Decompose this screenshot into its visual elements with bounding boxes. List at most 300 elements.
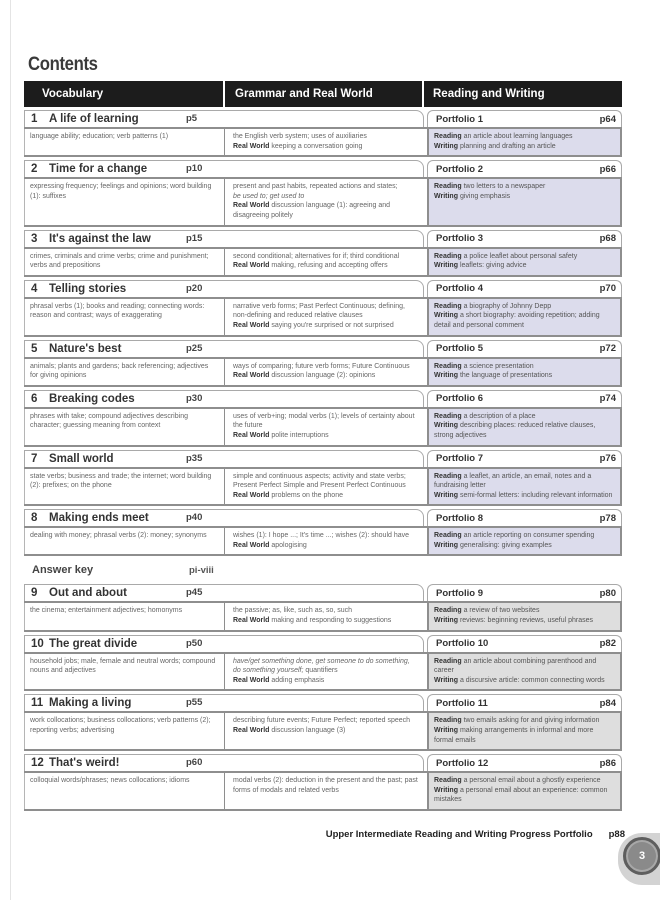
grammar-text: simple and continuous aspects; activity and state verbs; Present Perfect Simple and Present Perfect Continuous	[233, 472, 406, 490]
portfolio-label: Portfolio 3	[436, 233, 483, 245]
real-world-label: Real World	[233, 727, 270, 735]
answer-key-row[interactable]	[24, 559, 622, 581]
grammar-cell	[225, 528, 424, 554]
reading-text: a biography of Johnny Depp	[463, 302, 552, 310]
unit-body	[24, 407, 622, 447]
real-world-label: Real World	[233, 321, 270, 329]
unit-title-tab[interactable]	[24, 390, 424, 407]
writing-label: Writing	[434, 617, 458, 625]
unit-body	[24, 601, 622, 631]
unit-header	[24, 340, 622, 357]
unit-number: 10	[31, 637, 44, 650]
unit-page: p5	[186, 113, 198, 124]
portfolio-page: p70	[599, 283, 616, 295]
writing-label: Writing	[434, 676, 458, 684]
page-edge	[10, 0, 11, 900]
writing-text: a personal email about an experience: common mistakes	[434, 786, 608, 804]
reading-text: two emails asking for and giving information	[463, 717, 600, 725]
unit-title: A life of learning	[49, 113, 139, 125]
grammar-cell	[225, 129, 424, 155]
reading-label: Reading	[434, 133, 462, 140]
unit-header	[24, 160, 622, 177]
unit-page: p10	[186, 163, 203, 175]
portfolio-label: Portfolio 2	[436, 163, 483, 175]
reading-line	[434, 776, 614, 786]
writing-line	[434, 261, 614, 271]
grammar-text: discussion language (2): opinions	[269, 372, 376, 380]
grammar-cell	[225, 249, 424, 275]
writing-line	[434, 421, 614, 440]
reading-line	[434, 182, 614, 192]
unit-page: p35	[186, 452, 203, 464]
portfolio-page: p84	[599, 697, 616, 709]
reading-text: a leaflet, an article, an email, notes and a fundraising letter	[434, 472, 592, 490]
grammar-line	[233, 616, 418, 626]
unit-row	[24, 450, 622, 507]
unit-title-tab[interactable]	[24, 230, 424, 247]
reading-line	[434, 716, 614, 726]
grammar-line	[233, 606, 418, 616]
reading-label: Reading	[434, 183, 462, 191]
portfolio-page: p82	[599, 638, 616, 650]
units-list	[24, 110, 622, 811]
grammar-line	[233, 412, 418, 431]
grammar-cell	[225, 299, 424, 335]
portfolio-tab[interactable]	[427, 450, 622, 467]
real-world-label: Real World	[233, 676, 270, 684]
grammar-text: uses of verb+ing; modal verbs (1); levels of certainty about the future	[233, 412, 415, 430]
writing-text: generalising: giving examples	[459, 541, 552, 549]
portfolio-page: p68	[599, 233, 616, 245]
grammar-italic: be used to; get used to	[233, 192, 305, 200]
unit-body	[24, 771, 622, 811]
portfolio-page: p78	[599, 512, 616, 524]
grammar-line	[233, 491, 418, 501]
unit-header	[24, 754, 622, 771]
unit-row	[24, 230, 622, 277]
unit-title-tab[interactable]	[24, 280, 424, 297]
reading-label: Reading	[434, 607, 462, 615]
portfolio-label: Portfolio 6	[436, 393, 483, 405]
unit-body	[24, 127, 622, 157]
grammar-line	[233, 201, 418, 220]
table-header	[24, 81, 622, 107]
grammar-text: second conditional; alternatives for if; third conditional	[233, 252, 400, 260]
portfolio-label: Portfolio 9	[436, 587, 483, 599]
grammar-text: making and responding to suggestions	[269, 617, 392, 625]
unit-row	[24, 390, 622, 447]
reading-writing-cell	[427, 359, 622, 385]
unit-row	[24, 635, 622, 692]
portfolio-label: Portfolio 5	[436, 343, 483, 355]
contents-table	[24, 81, 622, 811]
writing-line	[434, 491, 614, 501]
writing-text: the language of presentations	[459, 372, 553, 380]
grammar-text: apologising	[269, 541, 307, 549]
vocabulary-cell: phrases with take; compound adjectives describing character; guessing meaning from context	[24, 409, 225, 445]
writing-text: semi-formal letters: including relevant information	[459, 491, 613, 499]
portfolio-label: Portfolio 11	[436, 697, 488, 709]
unit-header	[24, 280, 622, 297]
reading-writing-cell	[427, 713, 622, 749]
unit-header	[24, 694, 622, 711]
vocabulary-cell: work collocations; business collocations; verb patterns (2); reporting verbs; advertising	[24, 713, 225, 749]
column-header-reading-writing: Reading and Writing	[433, 88, 545, 100]
reading-label: Reading	[434, 532, 462, 540]
real-world-label: Real World	[233, 372, 270, 380]
portfolio-tab[interactable]	[427, 694, 622, 711]
portfolio-label: Portfolio 7	[436, 453, 483, 464]
portfolio-tab[interactable]	[427, 390, 622, 407]
grammar-line	[233, 531, 418, 541]
grammar-line	[233, 132, 418, 142]
reading-writing-cell	[427, 773, 622, 809]
reading-line	[434, 302, 614, 312]
grammar-text: discussion language (3)	[269, 727, 346, 735]
reading-writing-cell	[427, 299, 622, 335]
reading-text: an article reporting on consumer spending	[463, 532, 595, 540]
unit-title-tab[interactable]	[24, 754, 424, 771]
grammar-text: the English verb system; uses of auxiliaries	[233, 133, 367, 140]
grammar-line	[233, 657, 418, 676]
vocabulary-cell: expressing frequency; feelings and opinions; word building (1): suffixes	[24, 179, 225, 224]
grammar-line	[233, 302, 418, 321]
grammar-line	[233, 371, 418, 381]
reading-line	[434, 531, 614, 541]
real-world-label: Real World	[233, 617, 270, 625]
portfolio-tab[interactable]	[427, 110, 622, 127]
writing-text: reviews: beginning reviews, useful phrases	[459, 617, 594, 625]
reading-text: a review of two websites	[463, 607, 540, 615]
vocabulary-cell: animals; plants and gardens; back referencing; adjectives for giving opinions	[24, 359, 225, 385]
portfolio-label: Portfolio 4	[436, 283, 483, 295]
grammar-text: modal verbs (2): deduction in the present and the past; past forms of modals and related verbs	[233, 777, 418, 794]
grammar-line	[233, 192, 418, 202]
grammar-text: problems on the phone	[269, 491, 343, 499]
unit-page: p45	[186, 587, 203, 599]
unit-title: Time for a change	[49, 163, 148, 176]
vocabulary-cell: phrasal verbs (1); books and reading; connecting words: reason and contrast; ways of exaggerating	[24, 299, 225, 335]
grammar-text: the passive; as, like, such as, so, such	[233, 607, 353, 615]
unit-number: 11	[31, 697, 44, 710]
writing-label: Writing	[434, 142, 458, 150]
grammar-text: keeping a conversation going	[269, 142, 363, 150]
writing-line	[434, 726, 614, 745]
writing-line	[434, 541, 614, 551]
reading-line	[434, 412, 614, 422]
reading-writing-cell	[427, 654, 622, 690]
portfolio-label: Portfolio 1	[436, 113, 483, 125]
portfolio-tab[interactable]	[427, 754, 622, 771]
grammar-text: quantifiers	[303, 667, 338, 675]
unit-page: p60	[186, 757, 203, 769]
reading-text: two letters to a newspaper	[463, 183, 546, 191]
reading-writing-cell	[427, 249, 622, 275]
vocabulary-cell: colloquial words/phrases; news collocations; idioms	[24, 773, 225, 809]
reading-line	[434, 362, 614, 372]
grammar-cell	[225, 603, 424, 629]
writing-line	[434, 371, 614, 381]
grammar-line	[233, 182, 418, 192]
unit-number: 7	[31, 452, 38, 465]
grammar-cell	[225, 409, 424, 445]
unit-header	[24, 635, 622, 652]
writing-line	[434, 192, 614, 202]
reading-line	[434, 472, 614, 491]
footer-page: p88	[608, 829, 625, 840]
unit-row	[24, 340, 622, 387]
writing-label: Writing	[434, 786, 458, 794]
unit-title: Making ends meet	[49, 512, 149, 525]
writing-text: giving emphasis	[459, 192, 511, 200]
unit-page: p25	[186, 342, 203, 354]
reading-text: a police leaflet about personal safety	[463, 252, 578, 260]
unit-body	[24, 467, 622, 507]
writing-text: a discursive article: common connecting words	[459, 676, 605, 684]
reading-text: a science presentation	[463, 362, 534, 370]
unit-number: 3	[31, 232, 38, 245]
grammar-text: making, refusing and accepting offers	[269, 262, 388, 270]
reading-text: an article about combining parenthood and career	[434, 657, 597, 675]
unit-body	[24, 711, 622, 751]
grammar-line	[233, 726, 418, 736]
reading-writing-cell	[427, 409, 622, 445]
writing-label: Writing	[434, 372, 458, 380]
reading-writing-cell	[427, 528, 622, 554]
grammar-line	[233, 362, 418, 372]
grammar-cell	[225, 179, 424, 224]
grammar-text: narrative verb forms; Past Perfect Continuous; defining, non-defining and reduced relative clauses	[233, 302, 405, 320]
vocabulary-cell: state verbs; business and trade; the internet; word building (2): prefixes; on the phone	[24, 469, 225, 505]
portfolio-tab[interactable]	[427, 280, 622, 297]
writing-text: a short biography: avoiding repetition; adding detail and personal comment	[434, 312, 600, 329]
unit-header	[24, 230, 622, 247]
portfolio-tab[interactable]	[427, 160, 622, 177]
unit-header	[24, 390, 622, 407]
grammar-line	[233, 676, 418, 686]
portfolio-page: p76	[599, 453, 616, 464]
writing-label: Writing	[434, 262, 458, 270]
unit-body	[24, 526, 622, 556]
vocabulary-cell: dealing with money; phrasal verbs (2): money; synonyms	[24, 528, 225, 554]
portfolio-label: Portfolio 10	[436, 638, 489, 650]
unit-title: Telling stories	[49, 282, 127, 295]
reading-line	[434, 252, 614, 262]
unit-title-tab[interactable]	[24, 450, 424, 467]
vocabulary-cell: household jobs; male, female and neutral words; compound nouns and adjectives	[24, 654, 225, 690]
writing-text: planning and drafting an article	[459, 142, 556, 150]
reading-label: Reading	[434, 472, 462, 480]
writing-line	[434, 786, 614, 805]
unit-title: Making a living	[49, 697, 132, 710]
grammar-text: discussion language (1): agreeing and disagreeing politely	[233, 202, 391, 219]
writing-text: making arrangements in informal and more formal emails	[434, 727, 594, 744]
real-world-label: Real World	[233, 142, 270, 150]
unit-title: Nature's best	[49, 342, 122, 355]
unit-number: 4	[31, 282, 38, 295]
writing-line	[434, 616, 614, 626]
portfolio-label: Portfolio 8	[436, 512, 483, 524]
unit-page: p50	[186, 637, 203, 649]
grammar-text: present and past habits, repeated actions and states;	[233, 183, 398, 191]
unit-number: 5	[31, 342, 38, 355]
writing-label: Writing	[434, 312, 458, 320]
portfolio-tab[interactable]	[427, 340, 622, 357]
unit-title: Breaking codes	[49, 392, 135, 405]
portfolio-tab[interactable]	[427, 635, 622, 652]
grammar-line	[233, 431, 418, 441]
unit-title: Out and about	[49, 587, 127, 600]
reading-label: Reading	[434, 362, 462, 370]
unit-body	[24, 357, 622, 387]
portfolio-label: Portfolio 12	[436, 757, 489, 769]
reading-line	[434, 657, 614, 676]
unit-title-tab[interactable]	[24, 160, 424, 177]
column-header-grammar: Grammar and Real World	[225, 81, 424, 107]
real-world-label: Real World	[233, 202, 270, 210]
writing-text: leaflets: giving advice	[459, 262, 527, 270]
unit-header	[24, 110, 622, 127]
grammar-line	[233, 716, 418, 726]
unit-title: The great divide	[49, 637, 138, 650]
unit-title-tab[interactable]	[24, 509, 424, 526]
unit-number: 8	[31, 512, 38, 525]
unit-row	[24, 754, 622, 811]
real-world-label: Real World	[233, 491, 270, 499]
grammar-line	[233, 541, 418, 551]
unit-title-tab[interactable]	[24, 110, 424, 127]
writing-label: Writing	[434, 541, 458, 549]
reading-label: Reading	[434, 412, 462, 420]
unit-number: 12	[31, 757, 44, 770]
grammar-text: ways of comparing; future verb forms; Future Continuous	[233, 362, 410, 370]
unit-page: p20	[186, 282, 203, 294]
unit-number: 1	[31, 113, 38, 125]
unit-title: Small world	[49, 452, 114, 465]
unit-number: 9	[31, 587, 38, 600]
unit-header	[24, 584, 622, 601]
grammar-cell	[225, 654, 424, 690]
grammar-text: describing future events; Future Perfect; reported speech	[233, 717, 411, 725]
reading-label: Reading	[434, 777, 462, 785]
answer-key-page: pi-viii	[189, 564, 214, 576]
portfolio-page: p86	[599, 757, 616, 769]
unit-page: p15	[186, 232, 203, 244]
writing-line	[434, 311, 614, 330]
vocabulary-cell: the cinema; entertainment adjectives; homonyms	[24, 603, 225, 629]
reading-label: Reading	[434, 657, 462, 665]
grammar-line	[233, 776, 418, 795]
real-world-label: Real World	[233, 262, 270, 270]
unit-title-tab[interactable]	[24, 584, 424, 601]
page-title: Contents	[28, 54, 98, 75]
unit-row	[24, 280, 622, 337]
grammar-text: polite interruptions	[269, 431, 329, 439]
unit-page: p30	[186, 392, 203, 404]
grammar-text: adding emphasis	[269, 676, 325, 684]
portfolio-page: p74	[599, 393, 616, 405]
portfolio-page: p66	[599, 163, 616, 175]
grammar-line	[233, 472, 418, 491]
grammar-text: wishes (1): I hope ...; It's time ...; wishes (2): should have	[233, 532, 410, 540]
reading-writing-cell	[427, 469, 622, 505]
reading-line	[434, 132, 614, 142]
reading-writing-cell	[427, 129, 622, 155]
unit-body	[24, 247, 622, 277]
footer-label: Upper Intermediate Reading and Writing Progress Portfolio	[325, 829, 593, 840]
writing-label: Writing	[434, 192, 458, 200]
footer	[326, 829, 625, 840]
portfolio-tab[interactable]	[427, 584, 622, 601]
portfolio-page: p80	[599, 587, 616, 599]
grammar-cell	[225, 773, 424, 809]
writing-label: Writing	[434, 422, 458, 430]
answer-key-label: Answer key	[32, 564, 94, 577]
reading-label: Reading	[434, 717, 462, 725]
unit-body	[24, 177, 622, 226]
grammar-line	[233, 142, 418, 152]
unit-title-tab[interactable]	[24, 340, 424, 357]
unit-row	[24, 160, 622, 226]
grammar-line	[233, 321, 418, 331]
reading-text: an article about learning languages	[463, 133, 573, 140]
unit-row	[24, 694, 622, 751]
unit-number: 2	[31, 163, 38, 176]
writing-label: Writing	[434, 491, 458, 499]
real-world-label: Real World	[233, 541, 270, 549]
portfolio-page: p64	[599, 113, 616, 125]
portfolio-tab[interactable]	[427, 509, 622, 526]
writing-text: describing places: reduced relative clauses, strong adjectives	[434, 422, 596, 439]
unit-title-tab[interactable]	[24, 635, 424, 652]
reading-writing-cell	[427, 603, 622, 629]
grammar-cell	[225, 713, 424, 749]
reading-writing-cell	[427, 179, 622, 224]
vocabulary-cell: language ability; education; verb patterns (1)	[24, 129, 225, 155]
grammar-italic: have/get something done, get someone to do something, do something yourself;	[233, 657, 410, 675]
unit-body	[24, 297, 622, 337]
column-header-vocabulary: Vocabulary	[24, 81, 225, 107]
reading-text: a description of a place	[463, 412, 536, 420]
grammar-line	[233, 252, 418, 262]
vocabulary-cell: crimes, criminals and crime verbs; crime and punishment; verbs and prepositions	[24, 249, 225, 275]
unit-row	[24, 584, 622, 631]
page-number-badge: 3	[623, 837, 660, 875]
unit-page: p55	[186, 697, 203, 709]
unit-number: 6	[31, 392, 38, 405]
unit-title: That's weird!	[49, 757, 120, 770]
writing-line	[434, 676, 614, 686]
unit-body	[24, 652, 622, 692]
writing-label: Writing	[434, 727, 458, 735]
unit-header	[24, 450, 622, 467]
unit-header	[24, 509, 622, 526]
reading-label: Reading	[434, 252, 462, 260]
grammar-cell	[225, 359, 424, 385]
portfolio-tab[interactable]	[427, 230, 622, 247]
reading-line	[434, 606, 614, 616]
grammar-line	[233, 261, 418, 271]
reading-label: Reading	[434, 302, 462, 310]
reading-text: a personal email about a ghostly experience	[463, 777, 601, 785]
grammar-cell	[225, 469, 424, 505]
unit-page: p40	[186, 512, 203, 524]
grammar-text: saying you're surprised or not surprised	[269, 321, 394, 329]
unit-title-tab[interactable]	[24, 694, 424, 711]
writing-line	[434, 142, 614, 152]
portfolio-page: p72	[599, 343, 616, 355]
unit-title: It's against the law	[49, 232, 151, 245]
